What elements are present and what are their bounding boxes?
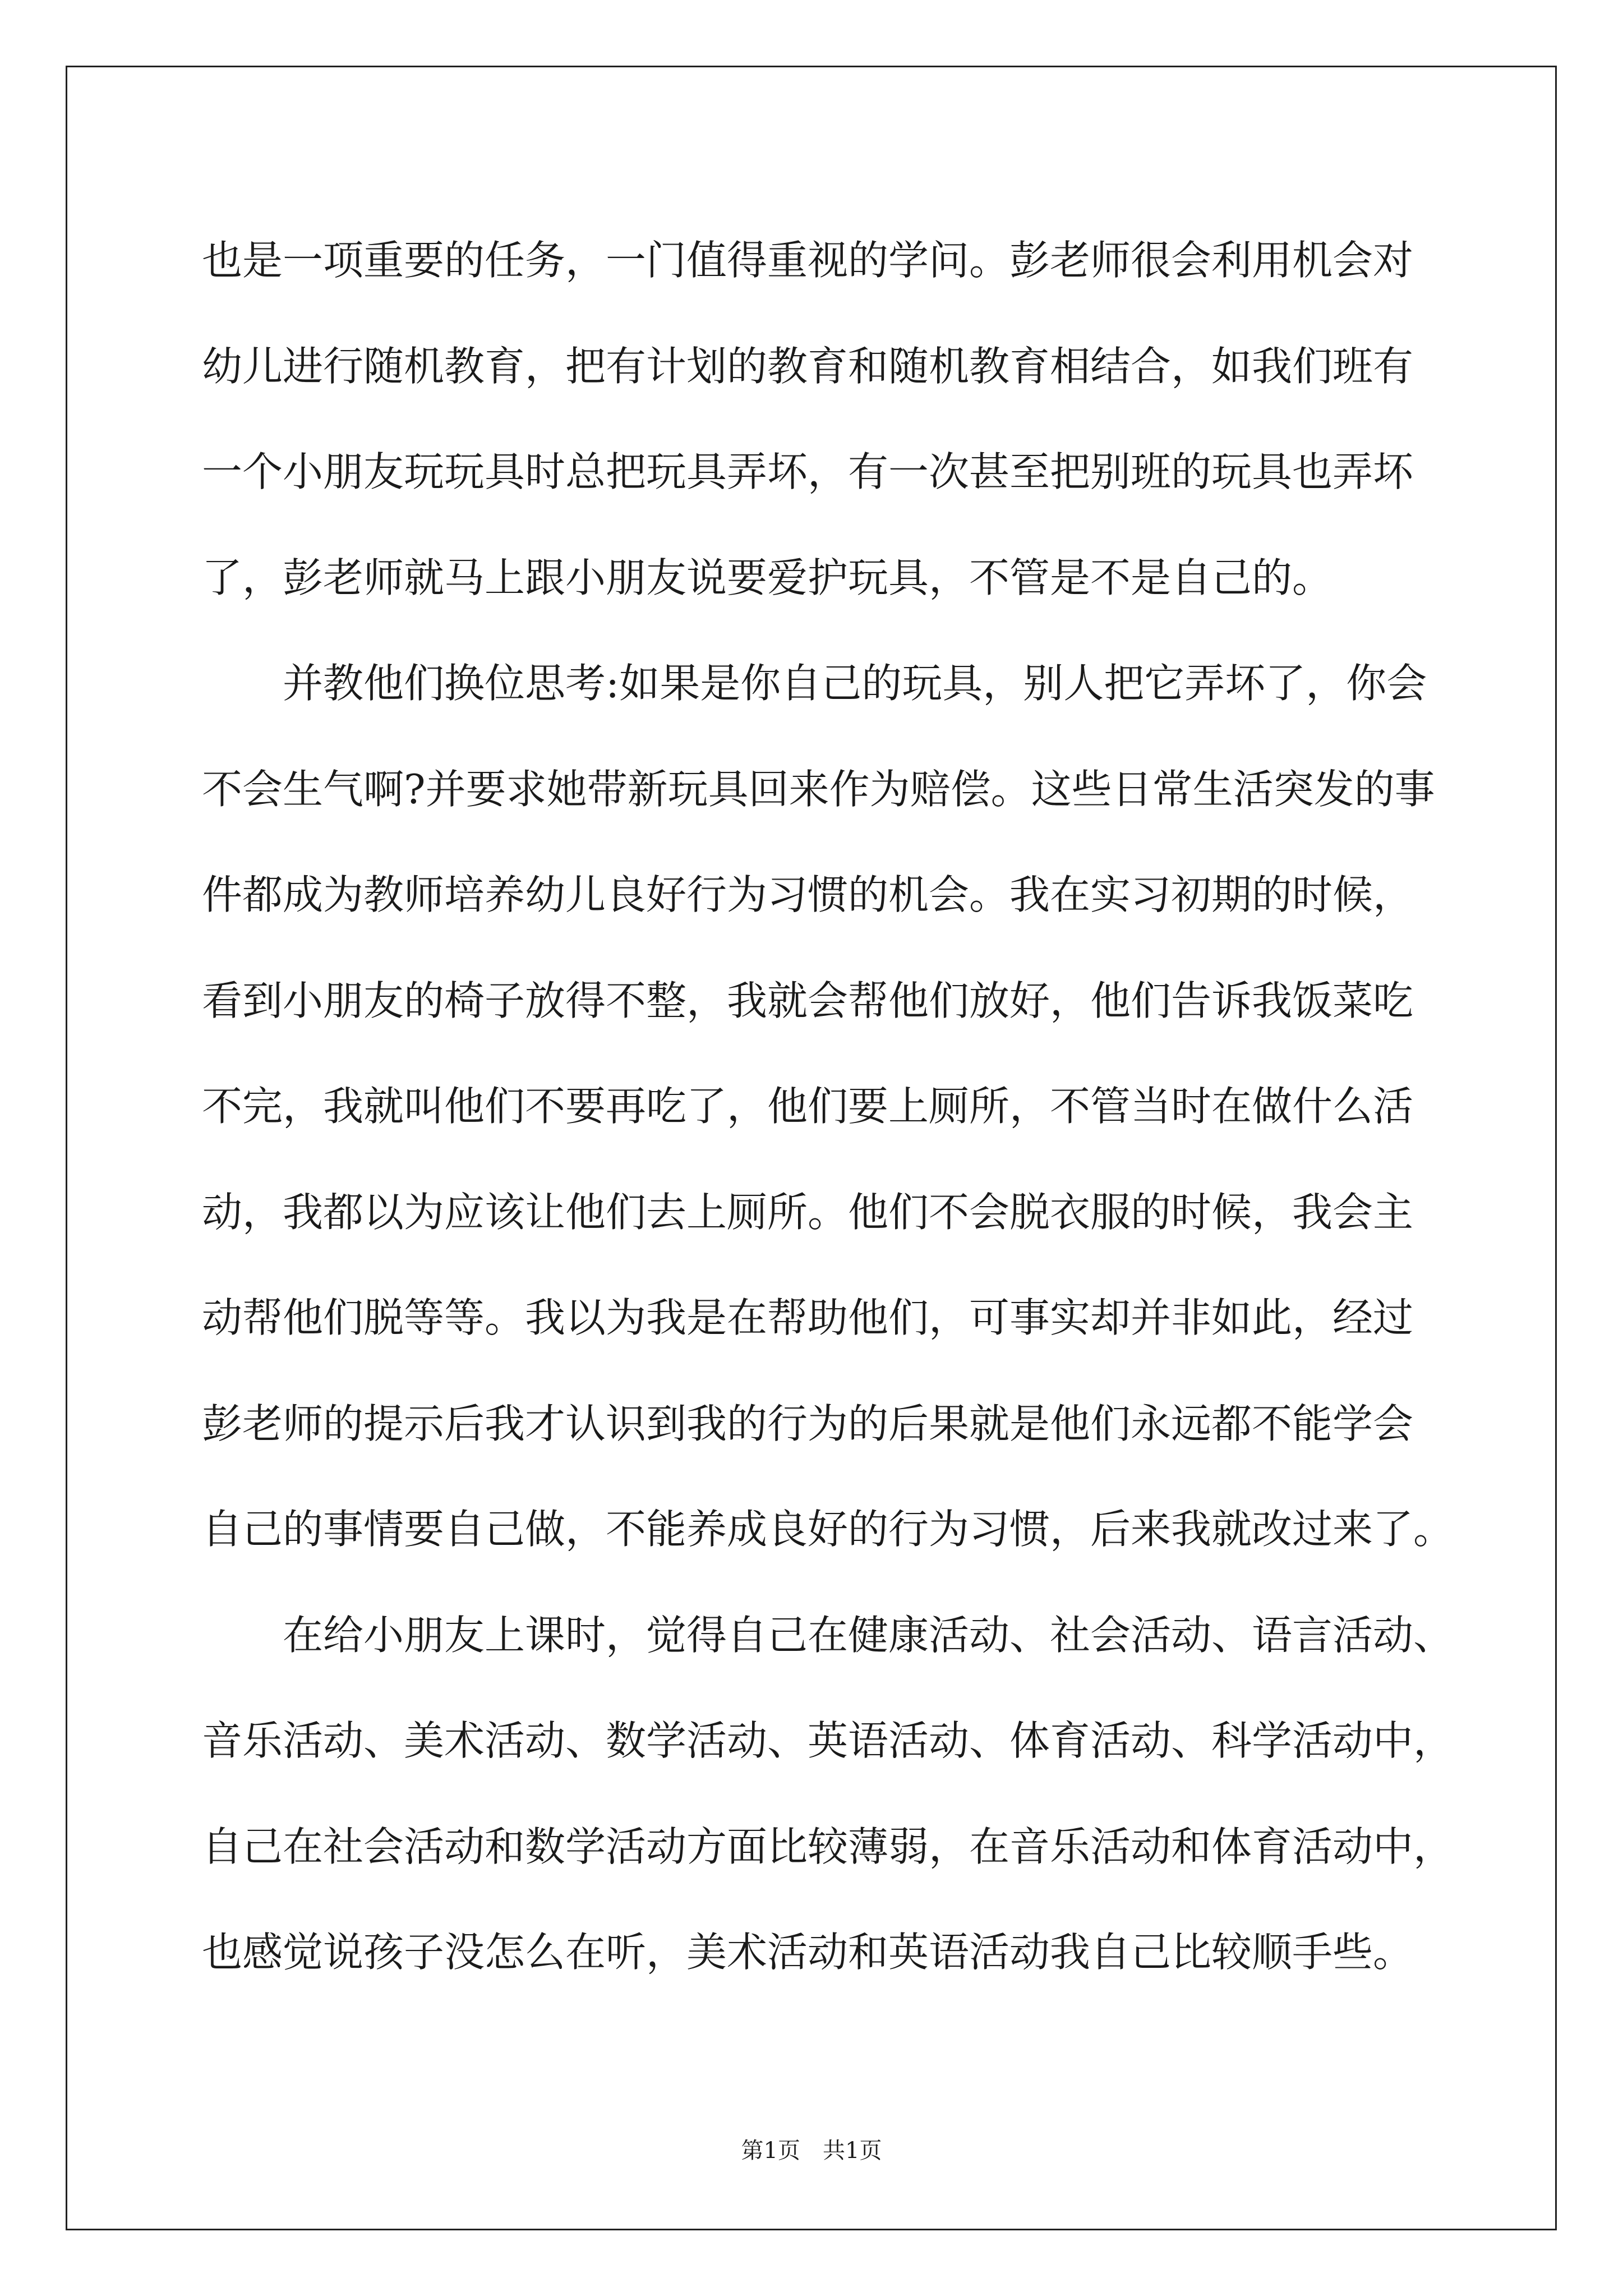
text-line: 并教他们换位思考:如果是你自己的玩具，别人把它弄坏了，你会: [283, 660, 1427, 707]
text-line: 了，彭老师就马上跟小朋友说要爱护玩具，不管是不是自己的。: [202, 554, 1333, 601]
text-line: 不会生气啊?并要求她带新玩具回来作为赔偿。这些日常生活突发的事: [202, 765, 1435, 813]
text-line: 动帮他们脱等等。我以为我是在帮助他们，可事实却并非如此，经过: [202, 1294, 1414, 1341]
text-line: 自己在社会活动和数学活动方面比较薄弱，在音乐活动和体育活动中，: [202, 1823, 1454, 1870]
text-line: 音乐活动、美术活动、数学活动、英语活动、体育活动、科学活动中，: [202, 1717, 1454, 1764]
paragraph-1: [202, 208, 1436, 631]
text-line: 在给小朋友上课时，觉得自己在健康活动、社会活动、语言活动、: [283, 1611, 1454, 1659]
text-line: 不完，我就叫他们不要再吃了，他们要上厕所，不管当时在做什么活: [202, 1083, 1414, 1130]
document-body: [202, 208, 1454, 2005]
text-line: 也感觉说孩子没怎么在听，美术活动和英语活动我自己比较顺手些。: [202, 1929, 1414, 1976]
text-line: 一个小朋友玩玩具时总把玩具弄坏，有一次甚至把别班的玩具也弄坏: [202, 448, 1414, 495]
text-line: 彭老师的提示后我才认识到我的行为的后果就是他们永远都不能学会: [202, 1400, 1414, 1447]
text-line: 看到小朋友的椅子放得不整，我就会帮他们放好，他们告诉我饭菜吃: [202, 977, 1414, 1024]
text-line: 也是一项重要的任务，一门值得重视的学问。彭老师很会利用机会对: [202, 237, 1414, 284]
paragraph-3: [202, 1582, 1454, 2005]
text-line: 自己的事情要自己做，不能养成良好的行为习惯，后来我就改过来了。: [202, 1506, 1454, 1553]
page-number-footer: 第1页 共1页: [741, 2138, 882, 2164]
text-line: 件都成为教师培养幼儿良好行为习惯的机会。我在实习初期的时候，: [202, 871, 1414, 918]
text-line: 幼儿进行随机教育，把有计划的教育和随机教育相结合，如我们班有: [202, 342, 1414, 390]
text-line: 动，我都以为应该让他们去上厕所。他们不会脱衣服的时候，我会主: [202, 1188, 1414, 1236]
paragraph-2: [202, 631, 1454, 1582]
